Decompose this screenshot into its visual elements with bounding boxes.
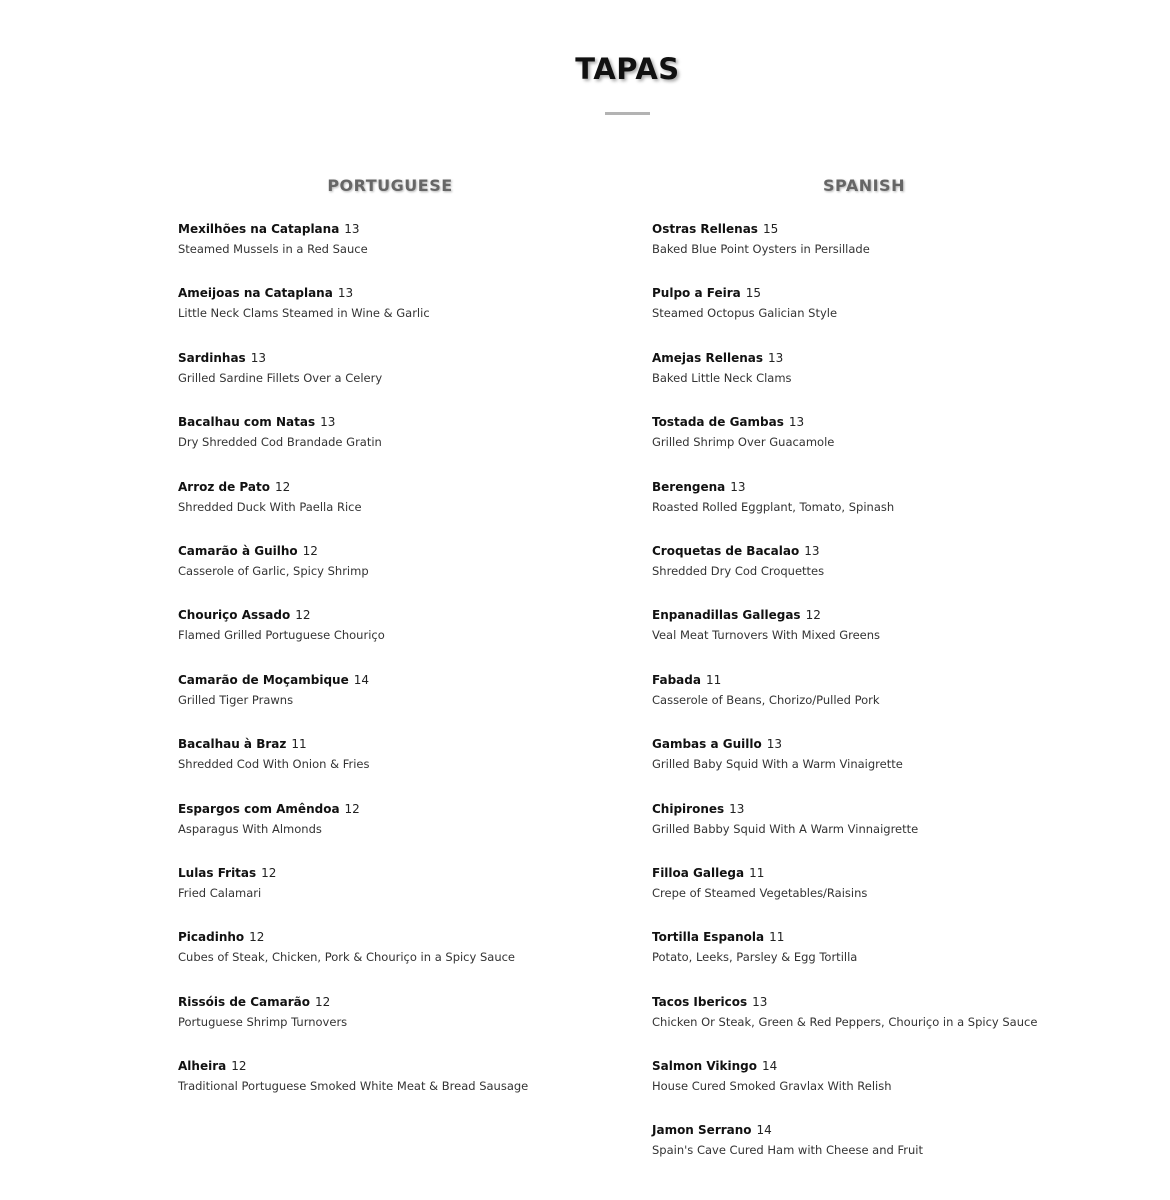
menu-item-header — [652, 412, 1112, 432]
menu-item-name: Ostras Rellenas — [652, 222, 758, 236]
menu-item-price: 11 — [291, 737, 307, 752]
menu-item-header — [178, 348, 608, 368]
menu-item — [652, 541, 1112, 605]
menu-item — [178, 605, 608, 669]
menu-item-name: Mexilhões na Cataplana — [178, 222, 340, 236]
menu-item-description: Chicken Or Steak, Green & Red Peppers, Chouriço in a Spicy Sauce — [652, 1014, 1038, 1029]
menu-item-price: 12 — [261, 865, 277, 880]
menu-item-header — [652, 1056, 1112, 1076]
menu-item — [178, 670, 608, 734]
menu-item-name: Tortilla Espanola — [652, 930, 765, 945]
menu-item-description: Spain's Cave Cured Ham with Cheese and Fruit — [652, 1143, 923, 1158]
menu-item-name: Fabada — [652, 672, 701, 687]
menu-item-name: Camarão de Moçambique — [178, 672, 349, 687]
menu-item-header — [178, 670, 608, 690]
menu-item-name: Enpanadillas Gallegas — [652, 608, 801, 623]
menu-item-name: Picadinho — [178, 930, 245, 945]
menu-item — [652, 863, 1112, 927]
menu-item-price: 13 — [729, 801, 745, 816]
menu-item-price: 12 — [315, 994, 331, 1009]
menu-item-name: Lulas Fritas — [178, 865, 257, 880]
menu-item-price: 14 — [353, 672, 370, 687]
menu-item-price: 12 — [302, 543, 318, 558]
menu-item — [652, 992, 1112, 1056]
menu-item-name: Amejas Rellenas — [652, 350, 763, 365]
menu-item-header — [178, 863, 608, 883]
menu-item-name: Chipirones — [652, 801, 725, 816]
spanish-item-list — [652, 219, 1112, 1185]
menu-item-description: Casserole of Beans, Chorizo/Pulled Pork — [652, 692, 880, 707]
menu-item-description: Steamed Mussels in a Red Sauce — [178, 242, 368, 256]
menu-item-price: 11 — [769, 930, 785, 945]
portuguese-section — [178, 175, 608, 1120]
menu-item-description: Shredded Cod With Onion & Fries — [178, 757, 370, 772]
menu-item — [652, 670, 1112, 734]
menu-item — [652, 412, 1112, 476]
spanish-section — [652, 175, 1112, 1185]
title-divider — [605, 112, 650, 115]
menu-item-description: Cubes of Steak, Chicken, Pork & Chouriço in a Spicy Sauce — [178, 950, 516, 965]
menu-item-header — [652, 670, 1112, 690]
menu-item-price: 13 — [752, 994, 768, 1009]
menu-item-name: Tacos Ibericos — [652, 994, 748, 1009]
menu-item-price: 13 — [788, 415, 805, 430]
menu-item-name: Bacalhau com Natas — [178, 415, 316, 430]
menu-item-name: Chouriço Assado — [178, 608, 291, 623]
menu-item — [178, 1056, 608, 1120]
menu-item — [178, 348, 608, 412]
menu-item-description: Little Neck Clams Steamed in Wine & Garlic — [178, 306, 430, 321]
menu-item — [178, 799, 608, 863]
menu-item-description: Shredded Duck With Paella Rice — [178, 499, 362, 514]
menu-item-description: Grilled Babby Squid With A Warm Vinnaigrette — [652, 821, 919, 836]
menu-item-header — [178, 219, 608, 239]
menu-item-price: 11 — [705, 672, 722, 687]
menu-item-price: 13 — [766, 737, 782, 752]
menu-item-header — [652, 348, 1112, 368]
menu-item-price: 12 — [805, 608, 821, 623]
menu-item — [652, 605, 1112, 669]
menu-item-price: 13 — [730, 479, 746, 494]
menu-item-name: Espargos com Amêndoa — [178, 801, 340, 816]
menu-item-price: 11 — [749, 865, 765, 880]
menu-item-header — [178, 799, 608, 819]
menu-item — [178, 734, 608, 798]
menu-item-description: Traditional Portuguese Smoked White Meat & Bread Sausage — [178, 1079, 529, 1094]
menu-item-name: Gambas a Guillo — [652, 737, 762, 752]
menu-item-header — [652, 283, 1112, 303]
menu-item — [652, 799, 1112, 863]
menu-item — [652, 1120, 1112, 1184]
menu-item-header — [178, 283, 608, 303]
menu-item-name: Salmon Vikingo — [652, 1059, 757, 1074]
menu-item-description: Shredded Dry Cod Croquettes — [652, 563, 825, 578]
menu-item — [178, 412, 608, 476]
menu-item-description: Grilled Shrimp Over Guacamole — [652, 435, 835, 450]
menu-item-description: Roasted Rolled Eggplant, Tomato, Spinash — [652, 499, 895, 514]
menu-item-name: Rissóis de Camarão — [178, 994, 310, 1009]
menu-item-price: 12 — [275, 479, 291, 494]
menu-item-header — [652, 219, 1112, 239]
menu-item-header — [178, 541, 608, 561]
menu-item-price: 13 — [344, 222, 360, 236]
menu-item-header — [178, 477, 608, 497]
page-title: TAPAS — [575, 52, 680, 86]
menu-item-name: Croquetas de Bacalao — [652, 543, 800, 558]
menu-item-header — [652, 992, 1112, 1012]
menu-item-header — [652, 541, 1112, 561]
portuguese-item-list — [178, 219, 608, 1120]
menu-item — [652, 477, 1112, 541]
menu-item-header — [178, 927, 608, 947]
menu-item-description: Baked Little Neck Clams — [652, 370, 792, 385]
menu-item — [178, 477, 608, 541]
menu-item-header — [652, 1120, 1112, 1140]
menu-item-price: 13 — [337, 286, 354, 301]
menu-item-name: Ameijoas na Cataplana — [178, 286, 333, 301]
menu-item-name: Camarão à Guilho — [178, 543, 298, 558]
menu-item-header — [178, 1056, 608, 1076]
menu-item — [178, 927, 608, 991]
menu-item-header — [652, 927, 1112, 947]
menu-item-description: Crepe of Steamed Vegetables/Raisins — [652, 885, 868, 900]
menu-item-price: 13 — [320, 415, 336, 430]
menu-item-description: House Cured Smoked Gravlax With Relish — [652, 1079, 892, 1094]
menu-item-description: Fried Calamari — [178, 885, 262, 900]
menu-item-name: Arroz de Pato — [178, 479, 270, 494]
menu-item-description: Grilled Tiger Prawns — [178, 692, 294, 707]
menu-item-price: 13 — [250, 350, 266, 365]
menu-item-description: Casserole of Garlic, Spicy Shrimp — [178, 563, 369, 578]
menu-item-description: Asparagus With Almonds — [178, 821, 322, 836]
menu-item — [178, 863, 608, 927]
section-heading-portuguese: PORTUGUESE — [327, 176, 453, 195]
menu-item — [652, 734, 1112, 798]
menu-item-description: Grilled Baby Squid With a Warm Vinaigrette — [652, 757, 903, 772]
menu-item-description: Portuguese Shrimp Turnovers — [178, 1014, 348, 1029]
menu-item-price: 12 — [249, 930, 265, 945]
menu-item — [178, 283, 608, 347]
menu-item-price: 12 — [295, 608, 311, 623]
menu-item-name: Alheira — [178, 1059, 227, 1074]
menu-item-header — [652, 477, 1112, 497]
menu-item-header — [178, 605, 608, 625]
menu-item-description: Flamed Grilled Portuguese Chouriço — [178, 628, 385, 643]
menu-item-price: 14 — [761, 1059, 778, 1074]
menu-item — [652, 1056, 1112, 1120]
menu-item-name: Jamon Serrano — [652, 1123, 752, 1138]
menu-item-header — [652, 734, 1112, 754]
menu-item-description: Potato, Leeks, Parsley & Egg Tortilla — [652, 950, 858, 965]
menu-item-description: Grilled Sardine Fillets Over a Celery — [178, 370, 383, 385]
menu-item — [652, 348, 1112, 412]
menu-item-name: Bacalhau à Braz — [178, 737, 287, 752]
menu-item-name: Filloa Gallega — [652, 865, 745, 880]
menu-item-price: 13 — [768, 350, 784, 365]
menu-item-header — [178, 734, 608, 754]
menu-item-header — [652, 605, 1112, 625]
menu-item-description: Baked Blue Point Oysters in Persillade — [652, 242, 870, 256]
menu-item-description: Dry Shredded Cod Brandade Gratin — [178, 435, 382, 450]
menu-item-header — [652, 799, 1112, 819]
menu-item-price: 12 — [344, 801, 360, 816]
menu-item-price: 13 — [804, 543, 820, 558]
menu-item-name: Berengena — [652, 479, 726, 494]
menu-item — [178, 541, 608, 605]
menu-item — [652, 283, 1112, 347]
menu-item — [178, 992, 608, 1056]
menu-item-name: Pulpo a Feira — [652, 286, 741, 301]
menu-item-header — [178, 992, 608, 1012]
menu-item — [652, 219, 1112, 283]
section-heading-spanish: SPANISH — [823, 176, 905, 195]
menu-item — [652, 927, 1112, 991]
menu-item-description: Steamed Octopus Galician Style — [652, 306, 838, 321]
menu-item-name: Sardinhas — [178, 350, 246, 365]
menu-item-price: 12 — [231, 1059, 247, 1074]
menu-item-header — [178, 412, 608, 432]
menu-item-description: Veal Meat Turnovers With Mixed Greens — [652, 628, 881, 643]
menu-item-price: 15 — [745, 286, 761, 301]
menu-item — [178, 219, 608, 283]
menu-item-header — [652, 863, 1112, 883]
menu-item-name: Tostada de Gambas — [652, 415, 784, 430]
menu-item-price: 15 — [762, 222, 779, 236]
menu-item-price: 14 — [756, 1123, 772, 1138]
